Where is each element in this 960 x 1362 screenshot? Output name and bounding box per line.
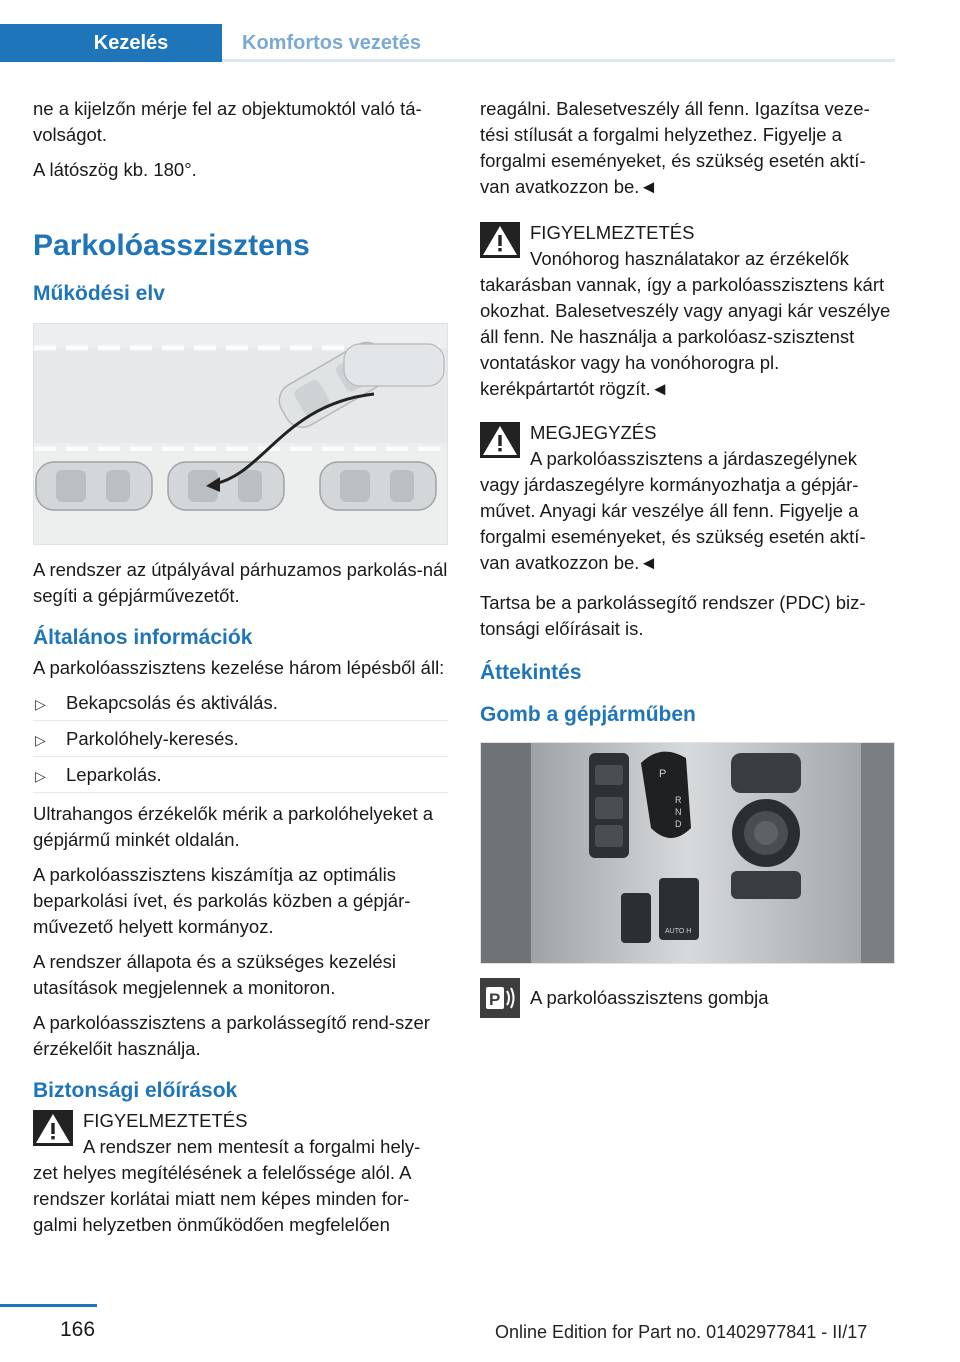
subsection-heading: Áttekintés [480, 661, 582, 684]
paragraph: A látószög kb. 180°. [33, 159, 197, 180]
note-title: MEGJEGYZÉS [530, 422, 657, 443]
page-number: 166 [60, 1318, 96, 1341]
right-column [480, 96, 895, 1018]
triangle-bullet-icon: ▷ [35, 768, 46, 784]
section-title: Parkolóasszisztens [33, 229, 310, 262]
gear-p-label: P [659, 768, 667, 780]
list-item: ▷ Leparkolás. [33, 762, 448, 793]
svg-text:P: P [489, 990, 501, 1009]
tab-kezeles[interactable]: Kezelés [0, 24, 222, 62]
warning-triangle-icon [480, 422, 520, 458]
button-caption-row [480, 978, 895, 1018]
warning-text: zet helyes megítélésének a felelőssége alól. A rendszer korlátai miatt nem képes minden for-galmi helyzetben önműködően megfelelően [33, 1162, 411, 1235]
subsection-heading: Gomb a gépjárműben [480, 703, 696, 726]
gear-n-label: N [675, 807, 682, 817]
subsection-heading: Biztonsági előírások [33, 1079, 238, 1102]
warning-text: takarásban vannak, így a parkolóasszisztens kárt okozhat. Balesetveszély vagy anyagi kár veszélye áll fenn. Ne használja a parkolóasz-szisztenst vontatáskor vagy ha vonóhorogra pl. kerékpártartót rögzít.◄ [480, 274, 891, 399]
triangle-bullet-icon: ▷ [35, 732, 46, 748]
figure-caption: A rendszer az útpályával párhuzamos parkolás-nál segíti a gépjárművezetőt. [33, 559, 448, 606]
left-column [33, 96, 448, 1250]
gear-r-label: R [675, 795, 682, 805]
paragraph: Ultrahangos érzékelők mérik a parkolóhelyeket a gépjármű minkét oldalán. [33, 803, 434, 850]
subsection-heading: Működési elv [33, 282, 165, 305]
triangle-bullet-icon: ▷ [35, 696, 46, 712]
page-header [0, 0, 960, 62]
step-list [33, 690, 448, 793]
paragraph: Tartsa be a parkolássegítő rendszer (PDC) biz-tonsági előírásait is. [480, 592, 866, 639]
note-text-first-line: A parkolóasszisztens a járdaszegélynek [530, 448, 858, 469]
list-item: ▷ Bekapcsolás és aktiválás. [33, 690, 448, 721]
paragraph: A parkolóasszisztens kezelése három lépésből áll: [33, 657, 445, 678]
list-item: ▷ Parkolóhely-keresés. [33, 726, 448, 757]
figure-caption: A parkolóasszisztens gombja [530, 987, 769, 1008]
parallel-parking-illustration [34, 324, 447, 544]
warning-text-first-line: Vonóhorog használatakor az érzékelők [530, 248, 849, 269]
park-assist-button-icon [480, 978, 520, 1018]
warning-triangle-icon [480, 222, 520, 258]
console-photo-figure [480, 742, 895, 964]
note-block [480, 420, 895, 576]
paragraph: ne a kijelzőn mérje fel az objektumoktól való tá-volságot. [33, 98, 422, 145]
edition-note: Online Edition for Part no. 01402977841 - II/17 [495, 1322, 868, 1342]
warning-triangle-icon [33, 1110, 73, 1146]
warning-text-first-line: A rendszer nem mentesít a forgalmi hely- [83, 1136, 421, 1157]
subsection-heading: Általános információk [33, 626, 253, 649]
paragraph: A parkolóasszisztens kiszámítja az optimális beparkolási ívet, és parkolás közben a gépjár-művezető helyett kormányoz. [33, 864, 411, 937]
parking-diagram-figure [33, 323, 448, 545]
center-console-illustration [481, 743, 894, 963]
paragraph: A parkolóasszisztens a parkolássegítő rend-szer érzékelőit használja. [33, 1012, 430, 1059]
header-divider [222, 59, 895, 62]
gear-d-label: D [675, 819, 682, 829]
warning-block [480, 220, 895, 402]
warning-title: FIGYELMEZTETÉS [83, 1110, 248, 1131]
auto-h-label: AUTO H [665, 928, 692, 935]
note-text: vagy járdaszegélyre kormányozhatja a gépjár-művet. Anyagi kár veszélye áll fenn. Figyelje a forgalmi eseményeket, és szükség esetén aktí-van avatkozzon be.◄ [480, 474, 866, 573]
warning-block [33, 1108, 448, 1238]
tab-komfortos-vezetes[interactable]: Komfortos vezetés [242, 31, 421, 54]
paragraph: A rendszer állapota és a szükséges kezelési utasítások megjelennek a monitoron. [33, 951, 397, 998]
paragraph: reagálni. Balesetveszély áll fenn. Igazítsa veze-tési stílusát a forgalmi helyzethez. Figyelje a forgalmi eseményeket, és szükség esetén aktí-van avatkozzon be.◄ [480, 98, 870, 197]
warning-title: FIGYELMEZTETÉS [530, 222, 695, 243]
footer-divider [0, 1304, 97, 1307]
